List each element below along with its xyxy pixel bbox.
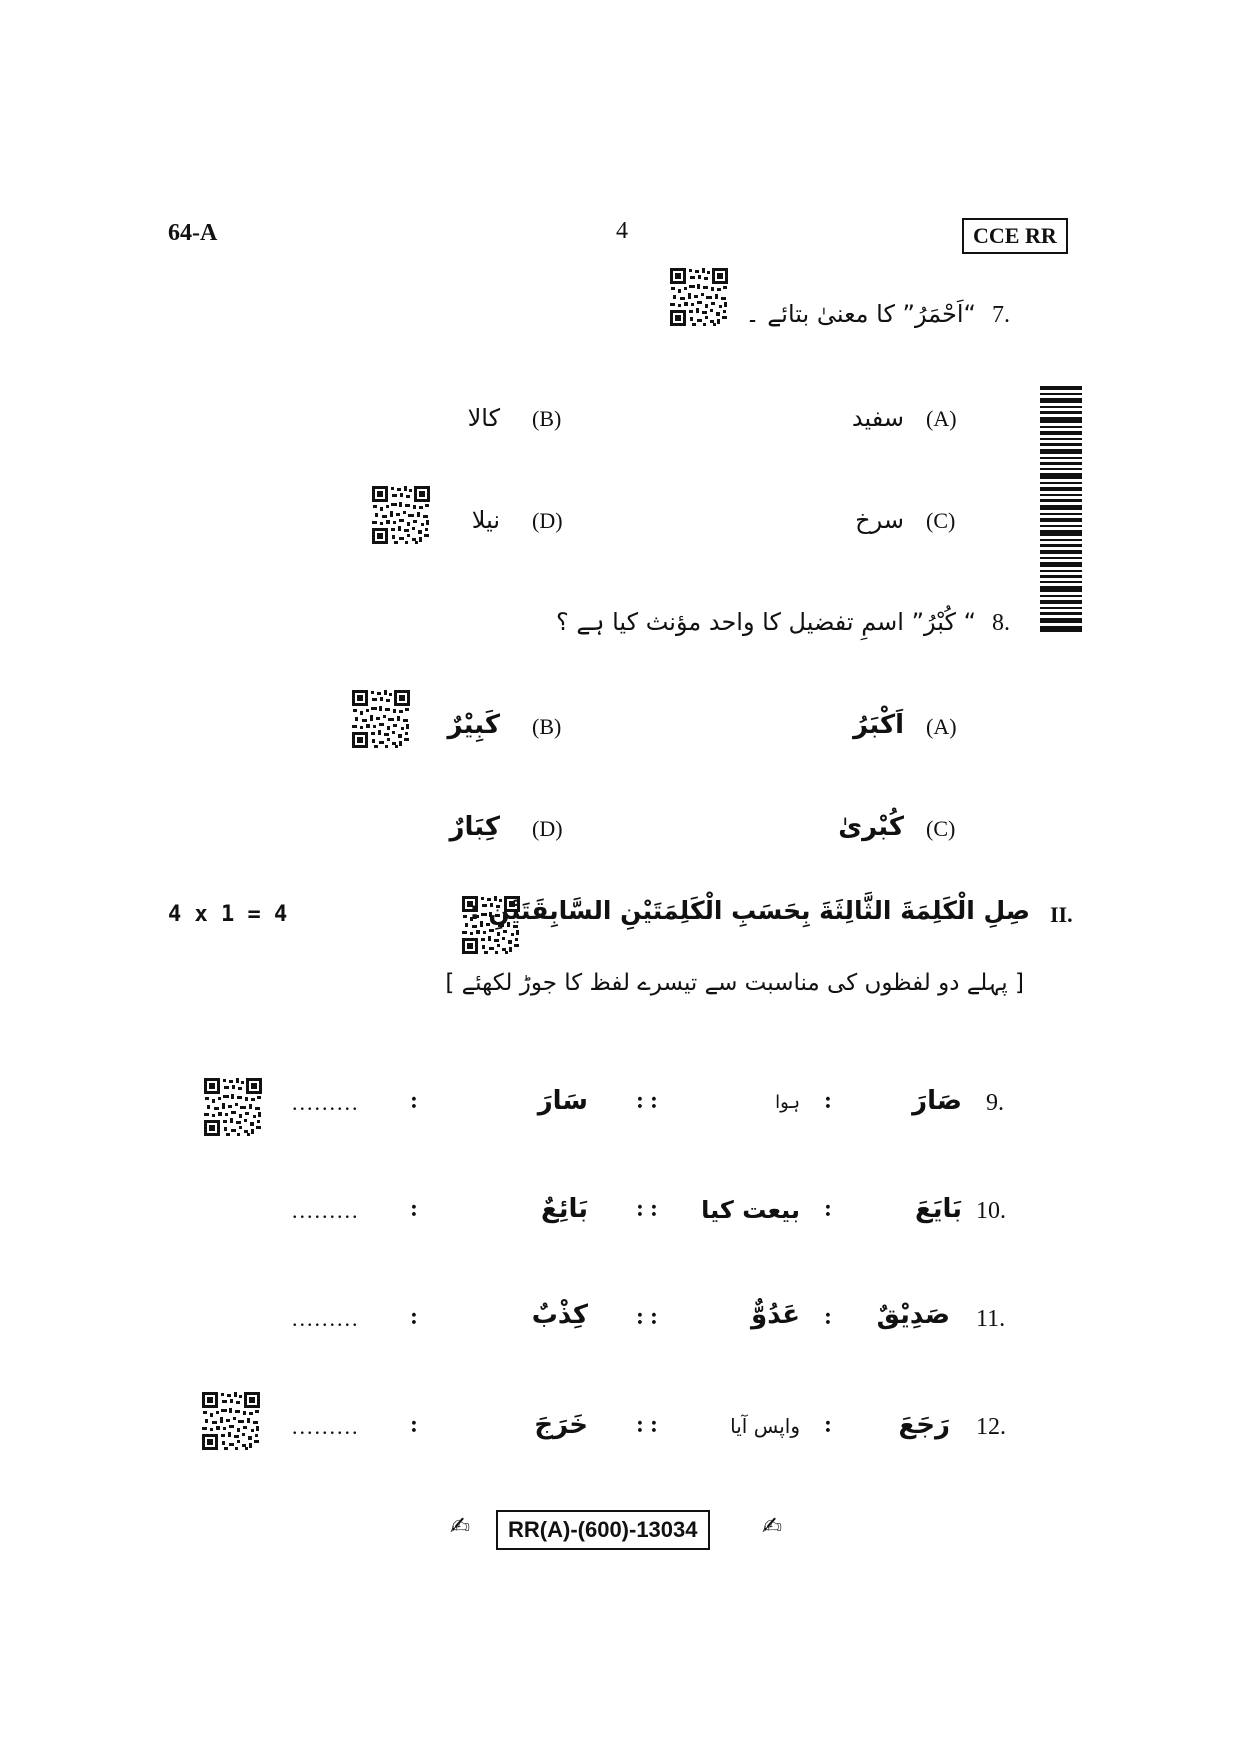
answer-blank[interactable]: ......... bbox=[292, 1414, 360, 1439]
pair-colon: : bbox=[410, 1088, 418, 1114]
paper-code: 64-A bbox=[168, 220, 218, 246]
option-text: سرخ bbox=[855, 506, 904, 534]
pair-word1: بَايَعَ bbox=[914, 1194, 962, 1224]
pair-word3: كِذْبٌ bbox=[531, 1300, 588, 1330]
pair-number: 9. bbox=[986, 1090, 1004, 1116]
pair-number: 11. bbox=[976, 1306, 1006, 1332]
option-label: (D) bbox=[532, 508, 563, 533]
option-text: نیلا bbox=[471, 506, 500, 534]
option-text: کُبْریٰ bbox=[838, 812, 904, 842]
answer-blank[interactable]: ......... bbox=[292, 1306, 360, 1331]
option-label: (A) bbox=[926, 406, 957, 431]
pen-icon: ✍ bbox=[762, 1512, 783, 1540]
pair-colon: : bbox=[824, 1412, 832, 1438]
qr-code-icon bbox=[670, 268, 728, 326]
barcode-icon bbox=[1040, 386, 1082, 632]
option-label: (A) bbox=[926, 714, 957, 739]
question-text: “ کُبْرُ” اسمِ تفضیل کا واحد مؤنث کیا ہے ؟ bbox=[555, 608, 976, 636]
pair-colon: : bbox=[410, 1196, 418, 1222]
pair-colon: : bbox=[410, 1304, 418, 1330]
pair-word1: صَارَ bbox=[912, 1086, 962, 1116]
question-number: 8. bbox=[992, 610, 1010, 636]
question-text: “اَحْمَرُ” کا معنیٰ بتائے ۔ bbox=[745, 300, 976, 328]
pair-word2: بیعت کیا bbox=[701, 1196, 800, 1224]
pair-word2: واپس آیا bbox=[730, 1414, 800, 1438]
option-label: (D) bbox=[532, 816, 563, 841]
pair-separator: : : bbox=[636, 1088, 658, 1114]
pair-number: 10. bbox=[976, 1198, 1006, 1224]
pair-word2: عَدُوٌّ bbox=[751, 1300, 800, 1330]
option-label: (B) bbox=[532, 714, 562, 739]
question-number: 7. bbox=[992, 302, 1010, 328]
answer-blank[interactable]: ......... bbox=[292, 1198, 360, 1223]
pair-word3: بَائِعٌ bbox=[540, 1194, 588, 1224]
pair-separator: : : bbox=[636, 1304, 658, 1330]
option-label: (B) bbox=[532, 406, 562, 431]
pair-word3: خَرَجَ bbox=[534, 1410, 588, 1440]
section-instruction: [ پہلے دو لفظوں کی مناسبت سے تیسرے لفظ کا جوڑ لکھئے ] bbox=[445, 970, 1024, 996]
qr-code-icon bbox=[352, 690, 410, 748]
pair-word1: رَجَعَ bbox=[898, 1410, 950, 1440]
pair-colon: : bbox=[824, 1196, 832, 1222]
option-text: کالا bbox=[467, 404, 500, 432]
qr-code-icon bbox=[372, 486, 430, 544]
pair-colon: : bbox=[410, 1412, 418, 1438]
pair-word3: سَارَ bbox=[537, 1086, 588, 1116]
option-text: کِبَارٌ bbox=[449, 812, 500, 842]
pair-colon: : bbox=[824, 1304, 832, 1330]
exam-badge: CCE RR bbox=[962, 218, 1068, 254]
option-text: اَکْبَرُ bbox=[853, 710, 904, 740]
option-text: سفید bbox=[851, 404, 904, 432]
page-number: 4 bbox=[616, 218, 628, 244]
pair-colon: : bbox=[824, 1088, 832, 1114]
option-text: کَبِیْرٌ bbox=[447, 710, 500, 740]
pair-number: 12. bbox=[976, 1414, 1006, 1440]
section-number: II. bbox=[1050, 902, 1073, 927]
section-marks: 4 x 1 = 4 bbox=[168, 902, 288, 927]
qr-code-icon bbox=[202, 1392, 260, 1450]
pair-separator: : : bbox=[636, 1196, 658, 1222]
footer-code: RR(A)-(600)-13034 bbox=[496, 1510, 710, 1550]
pair-separator: : : bbox=[636, 1412, 658, 1438]
qr-code-icon bbox=[204, 1078, 262, 1136]
option-label: (C) bbox=[926, 816, 956, 841]
pen-icon: ✍ bbox=[450, 1512, 471, 1540]
answer-blank[interactable]: ......... bbox=[292, 1090, 360, 1115]
pair-word2: ہوا bbox=[775, 1092, 800, 1113]
pair-word1: صَدِيْقٌ bbox=[876, 1300, 950, 1330]
option-label: (C) bbox=[926, 508, 956, 533]
section-title: صِلِ الْكَلِمَةَ الثَّالِثَةَ بِحَسَبِ الْكَلِمَتَيْنِ السَّابِقَتَيْنِ : bbox=[469, 896, 1030, 925]
